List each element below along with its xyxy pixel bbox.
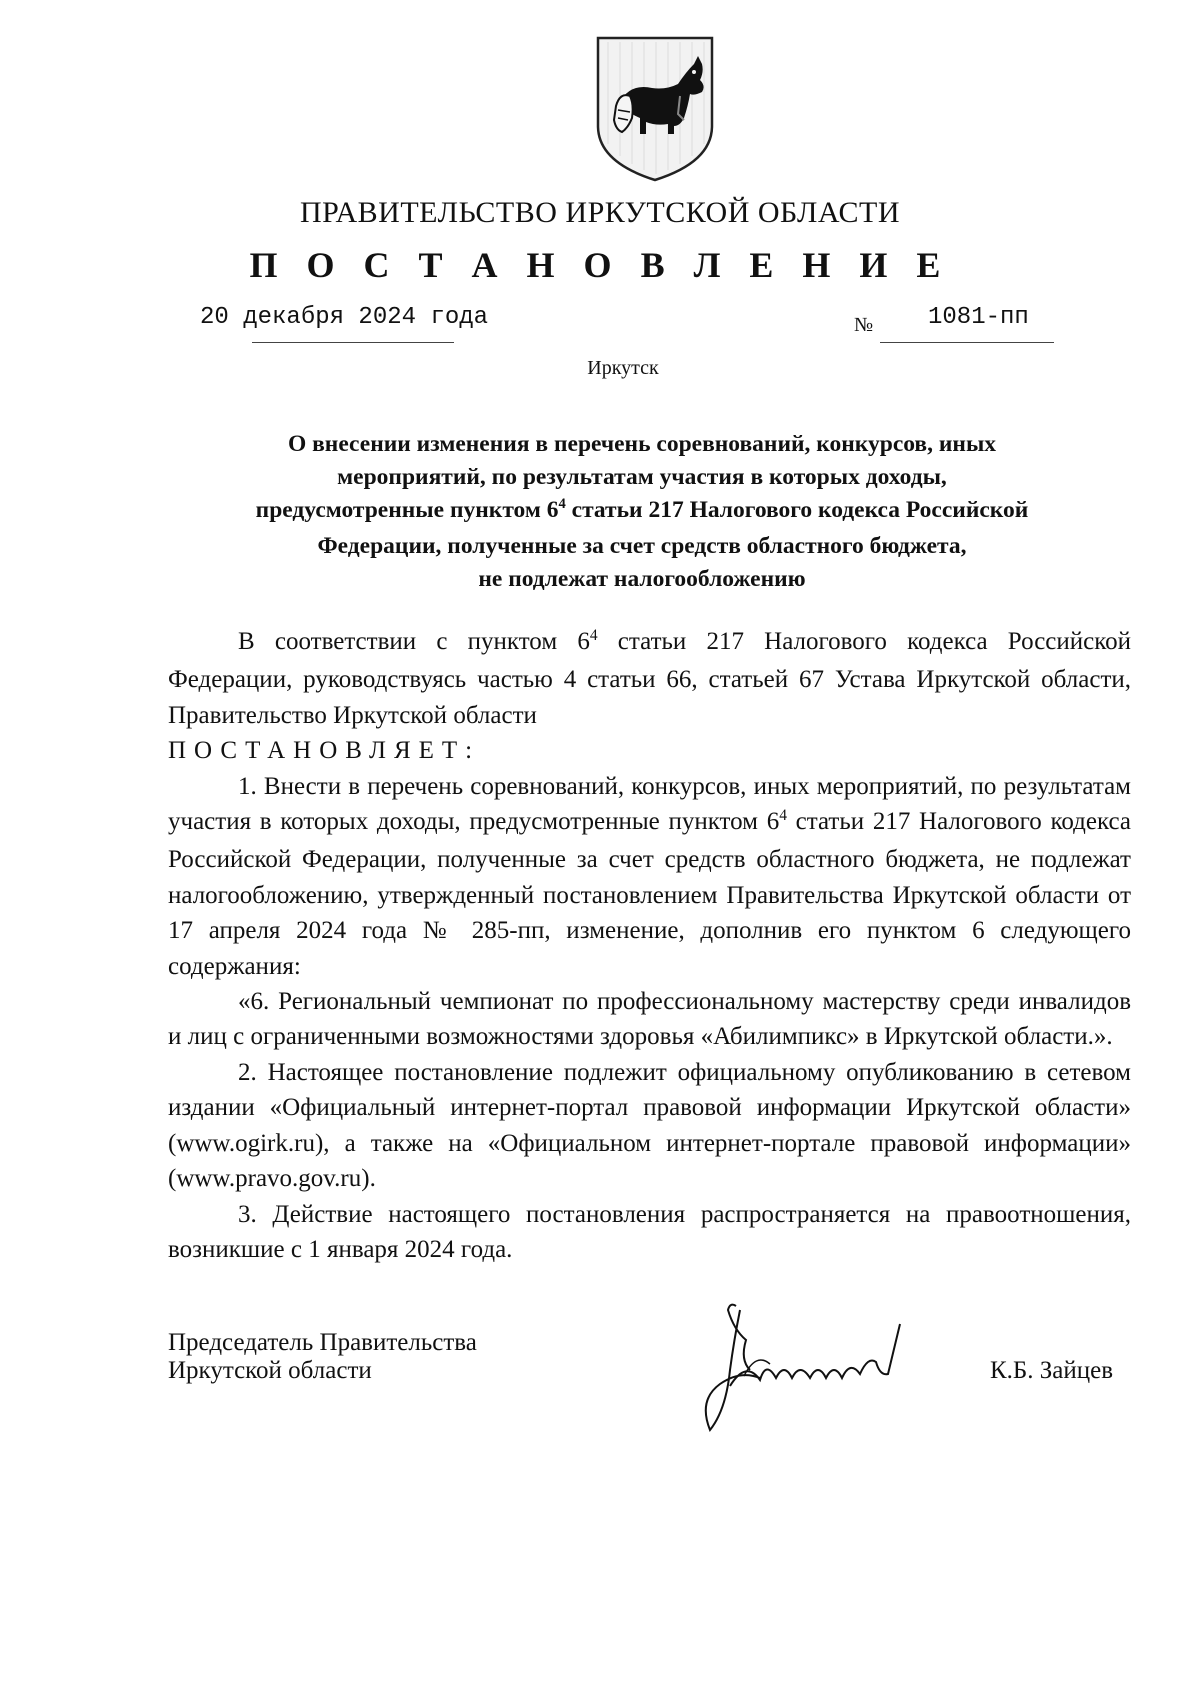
title-line: Федерации, полученные за счет средств областного бюджета,	[317, 533, 967, 559]
date-underline	[252, 342, 454, 343]
title-line: О внесении изменения в перечень соревнований, конкурсов, иных	[287, 431, 997, 457]
clause-text: статьи 217 Налогового кодекса Российской Федерации, полученные за счет средств областного бюджета, не подлежат налогообложению, утвержденный постановлением Правительства Иркутской области от 17 апреля 2024 года № 285-пп, изменение, дополнив его пунктом 6 следующего содержания:	[168, 808, 1132, 980]
title-line	[150, 494, 1134, 530]
preamble-text: В соответствии с пунктом 6	[238, 628, 590, 655]
document-date: 20 декабря 2024 года	[200, 304, 489, 331]
clause-2: 2. Настоящее постановление подлежит официальному опубликованию в сетевом издании «Официальный интернет-портал правовой информации Иркутской области» (www.ogirk.ru), а также на «Официальном интернет-портале правовой информации» (www.pravo.gov.ru).	[168, 1058, 1131, 1193]
document-body	[168, 624, 1131, 1267]
clause-1-quote: «6. Региональный чемпионат по профессиональному мастерству среди инвалидов и лиц с ограниченными возможностями здоровья «Абилимпикс» в Иркутской области.».	[168, 988, 1131, 1051]
signer-position	[168, 1329, 477, 1385]
number-sign: №	[854, 314, 874, 336]
signer-position-line: Председатель Правительства	[168, 1329, 477, 1356]
preamble-paragraph	[168, 624, 1131, 733]
document-type-heading: П О С Т А Н О В Л Е Н И Е	[249, 245, 951, 285]
clause-1	[168, 769, 1131, 984]
place-of-issue: Иркутск	[587, 357, 659, 379]
superscript: 4	[558, 496, 566, 513]
resolves-heading: ПОСТАНОВЛЯЕТ:	[168, 737, 481, 765]
clause-3: 3. Действие настоящего постановления распространяется на правоотношения, возникшие с 1 января 2024 года.	[168, 1200, 1131, 1263]
preamble-text: статьи 217 Налогового кодекса Российской Федерации, руководствуясь частью 4 статьи 66, статьей 67 Устава Иркутской области, Правительство Иркутской области	[168, 628, 1132, 729]
number-underline	[880, 342, 1054, 343]
title-line: мероприятий, по результатам участия в которых доходы,	[337, 464, 947, 490]
superscript: 4	[779, 806, 787, 824]
issuing-authority: ПРАВИТЕЛЬСТВО ИРКУТСКОЙ ОБЛАСТИ	[299, 196, 901, 229]
superscript: 4	[589, 626, 598, 644]
document-title	[150, 428, 1134, 596]
title-text: предусмотренные пунктом 6	[255, 497, 559, 523]
signer-name: К.Б. Зайцев	[990, 1357, 1114, 1384]
clause-text: 1. Внести в перечень соревнований, конкурсов, иных мероприятий, по результатам участия в которых доходы, предусмотренные пунктом 6	[168, 772, 1131, 836]
signer-position-line: Иркутской области	[168, 1357, 372, 1384]
document-number: 1081-пп	[928, 304, 1029, 331]
handwritten-signature-icon	[700, 1300, 940, 1440]
coat-of-arms-icon	[594, 34, 716, 184]
title-line: не подлежат налогообложению	[478, 566, 806, 592]
title-text: статьи 217 Налогового кодекса Российской	[565, 497, 1029, 523]
